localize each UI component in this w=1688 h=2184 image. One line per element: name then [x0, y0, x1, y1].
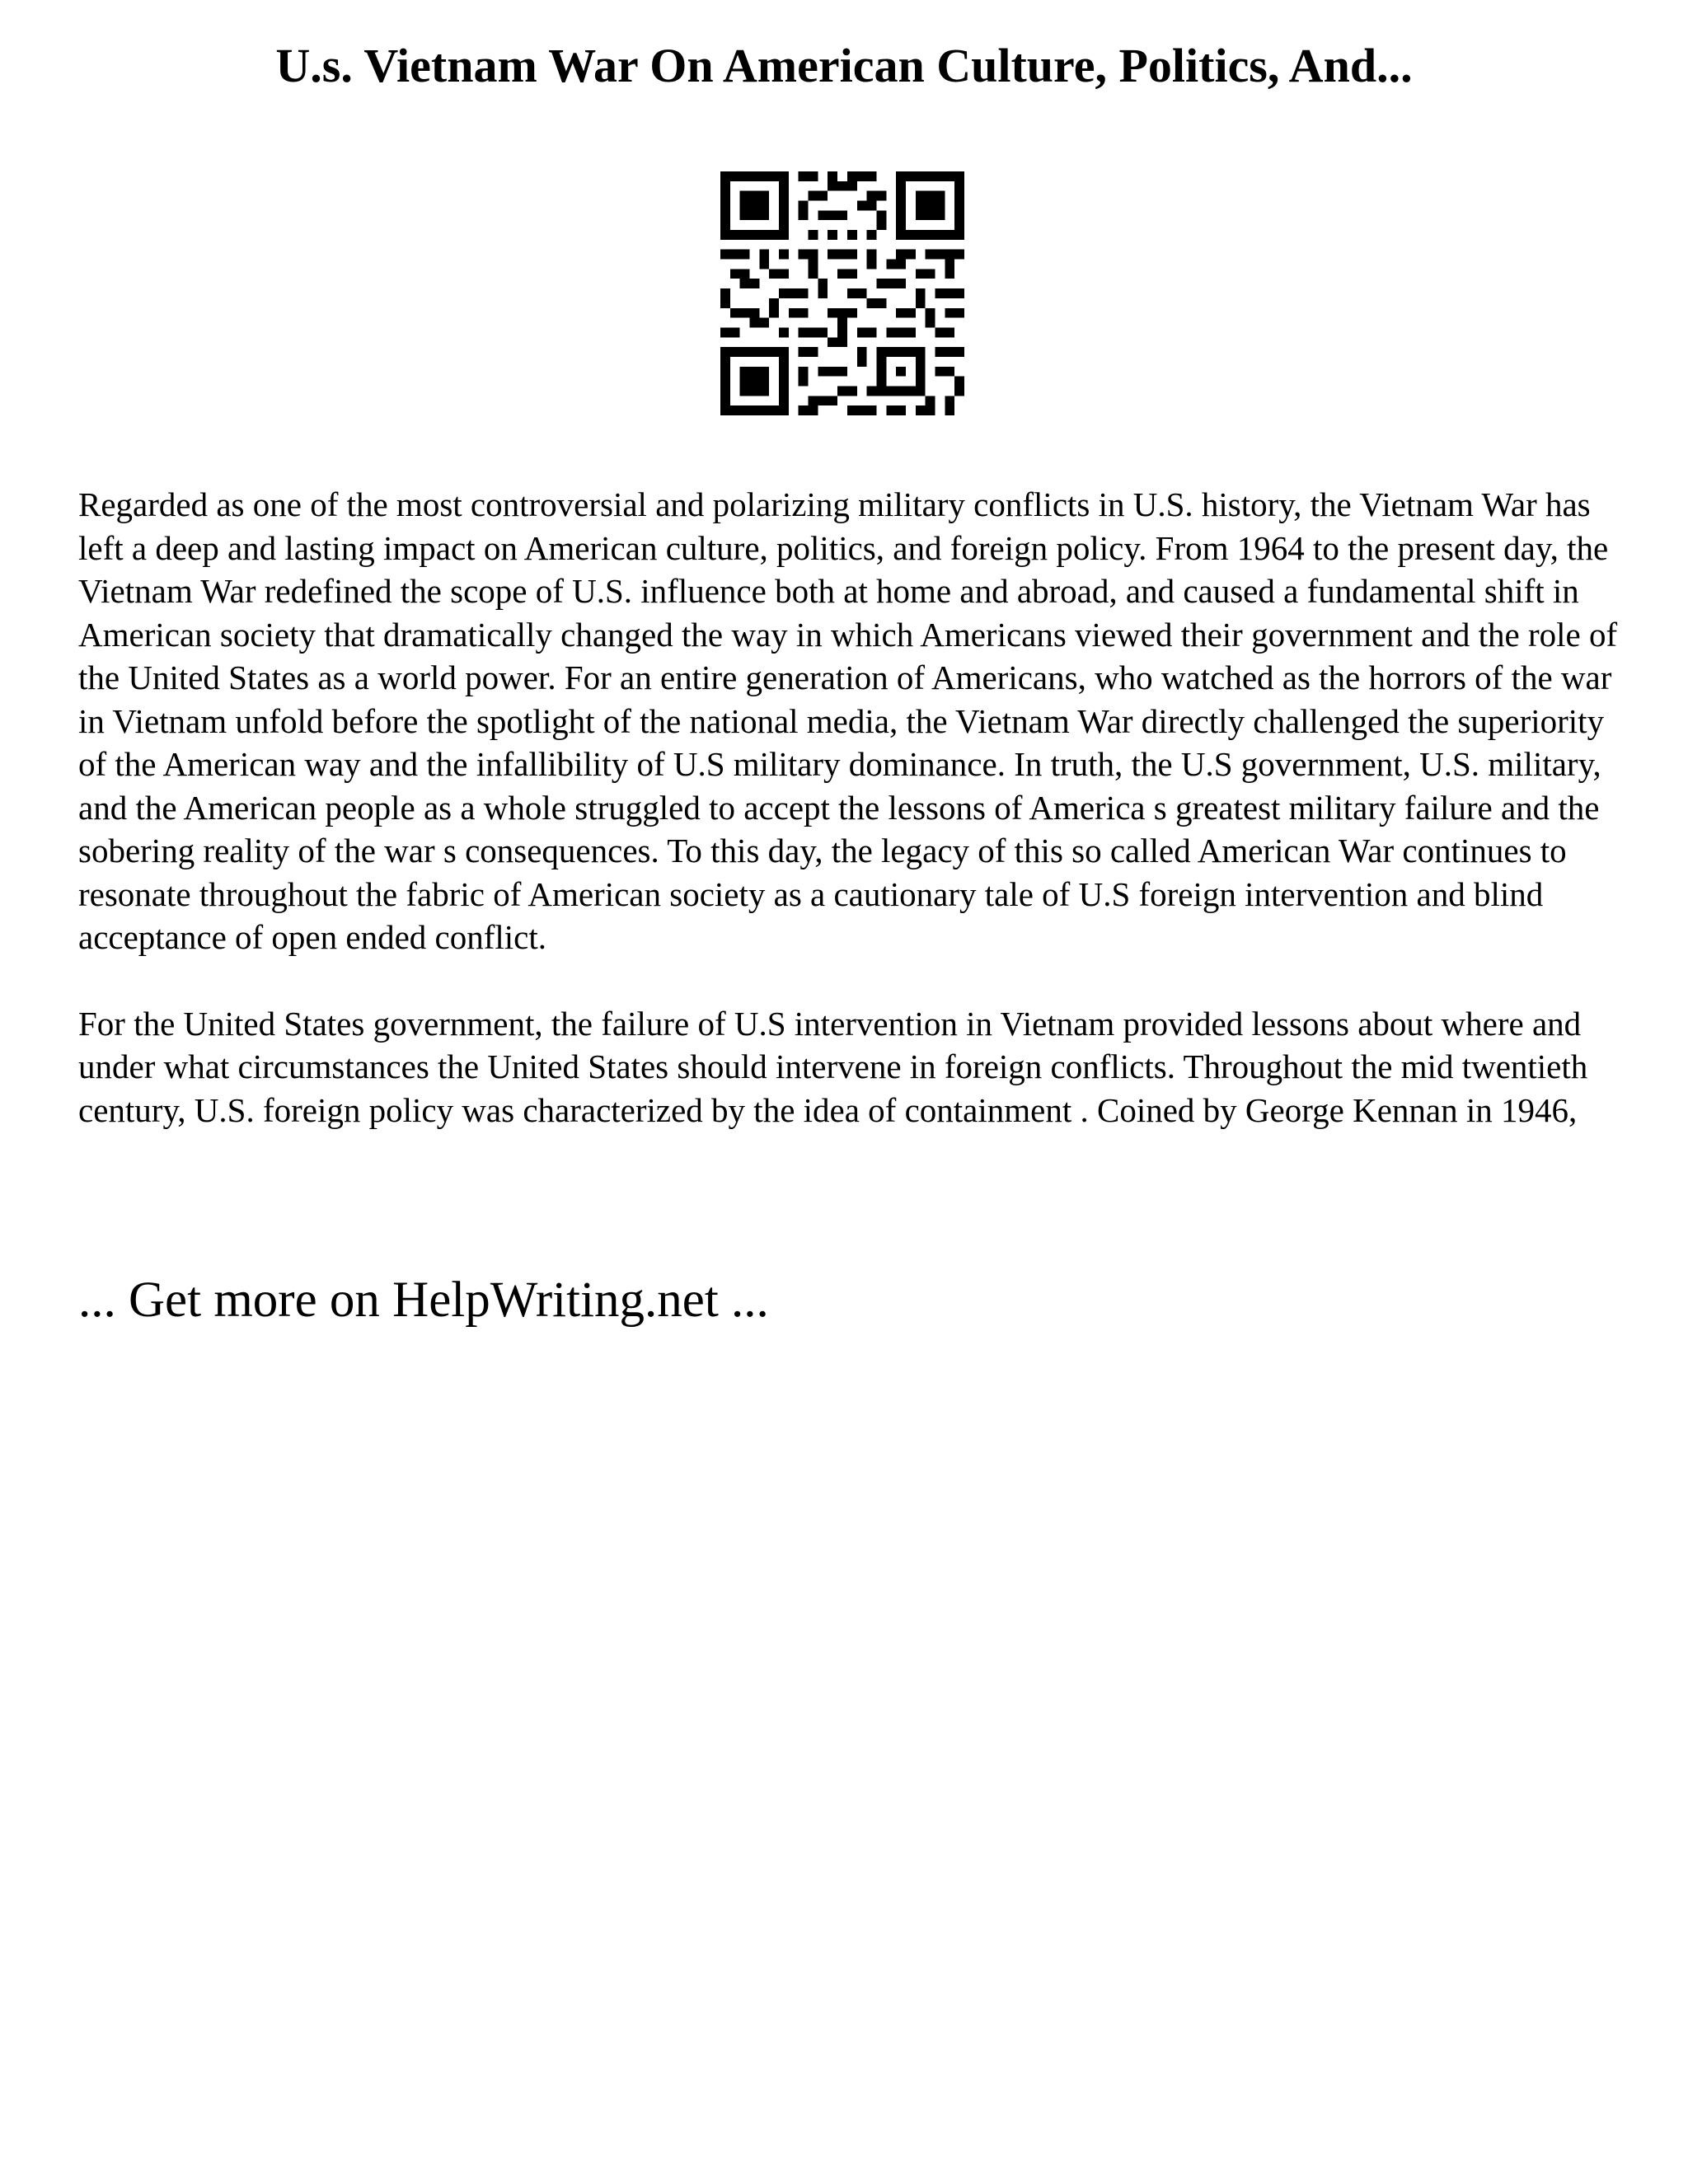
paragraph: For the United States government, the failure of U.S intervention in Vietnam provided lessons about where and under what circumstances the United States should intervene in foreign conflicts. Throughout the mid twentieth century, U.S. foreign policy was characterized by the idea of containment . Coined by George Kennan in 1946,: [78, 1004, 1588, 1129]
qr-code-icon: [720, 171, 964, 415]
article-body: [78, 483, 1628, 1174]
qr-code-graphic: [720, 171, 964, 415]
paragraph: Regarded as one of the most controversial and polarizing military conflicts in U.S. history, the Vietnam War has left a deep and lasting impact on American culture, politics, and foreign policy. From 1964 to the present day, the Vietnam War redefined the scope of U.S. influence both at home and abroad, and caused a fundamental shift in American society that dramatically changed the way in which Americans viewed their government and the role of the United States as a world power. For an entire generation of Americans, who watched as the horrors of the war in Vietnam unfold before the spotlight of the national media, the Vietnam War directly challenged the superiority of the American way and the infallibility of U.S military dominance. In truth, the U.S government, U.S. military, and the American people as a whole struggled to accept the lessons of America s greatest military failure and the sobering reality of the war s consequences. To this day, the legacy of this so called American War continues to resonate throughout the fabric of American society as a cautionary tale of U.S foreign intervention and blind acceptance of open ended conflict.: [78, 485, 1618, 956]
get-more-link[interactable]: ... Get more on HelpWriting.net ...: [78, 1272, 769, 1328]
page-title: U.s. Vietnam War On American Culture, Politics, And...: [275, 39, 1413, 92]
